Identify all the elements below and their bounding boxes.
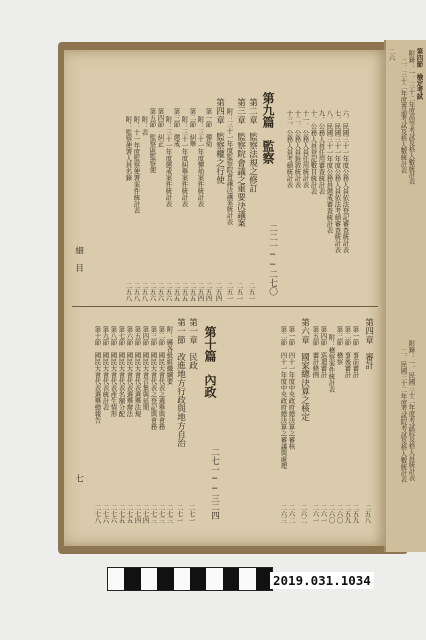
page-number: 二七八	[93, 504, 102, 524]
toc-entry: 十二．公務人員銓敘統計表	[293, 110, 302, 188]
toc-entry: 第五節 國民大會代表選舉法規	[133, 326, 142, 417]
page-number: 二七四	[133, 504, 142, 524]
folio-number: 七	[73, 474, 84, 483]
toc-entry: 第二章 監察法規之修訂	[247, 98, 258, 193]
right-page	[384, 40, 426, 552]
page-number: 二七三	[165, 504, 174, 524]
page-number: 二六一	[319, 504, 328, 524]
right-page-line: 二．民國三十二年度考試院考試及格人數統計表	[399, 348, 408, 483]
page-number: 二六二	[299, 504, 308, 524]
toc-entry: 附：三十一年度彈劾案件統計表	[196, 116, 205, 207]
toc-entry: 第五節 審計條例	[311, 326, 320, 378]
toc-entry: 第一節 彈劾	[204, 108, 213, 147]
toc-entry: 第九節 國民大會代表統計表	[101, 326, 110, 411]
page-number: 二六〇	[327, 504, 336, 524]
toc-entry: 第四章 監察權之行使	[214, 98, 225, 184]
page-number: 二五四	[214, 282, 223, 302]
toc-entry: 第三章 監察院會議之重要決議案	[235, 98, 246, 227]
color-scale-bar	[107, 567, 273, 591]
toc-entry: 第三節 稽察	[335, 326, 344, 365]
toc-entry: 第一章 民政	[187, 318, 198, 370]
toc-entry: 六．民國三十一年度公務人員依法登記審查統計表	[341, 110, 350, 253]
toc-entry: 附：十一年度監察使署案件統計表	[132, 116, 141, 214]
page-number: 二七六	[109, 504, 118, 524]
page-number: 二七三	[149, 504, 158, 524]
toc-entry: 十．公務人員登記數目統計表	[309, 110, 318, 195]
page-number: 二五八	[132, 282, 141, 302]
toc-entry: 附：稽察案件統計表	[327, 334, 336, 393]
page-number: 二五四	[196, 282, 205, 302]
left-page	[64, 50, 386, 546]
toc-entry: 第四節 糾正	[156, 108, 165, 147]
toc-entry: 十一．公務人員任用統計表	[301, 110, 310, 188]
toc-entry: 第七節 國民大會代表名額分配	[117, 326, 126, 417]
toc-entry: 第二節 國民大會代表之選舉與會務	[157, 326, 166, 430]
page-number: 二五一	[225, 282, 234, 302]
right-page-line: 附錄：一．三十二年度高等考試及格人數統計表	[407, 50, 416, 185]
page-number: 二六一	[311, 504, 320, 524]
toc-entry: 第四節 國民大會召集與延期	[141, 326, 150, 411]
toc-entry: 附：縣各級組織綱要	[165, 326, 174, 385]
section-range: 二二一──二七〇	[267, 224, 278, 296]
page-number: 二六二	[287, 504, 296, 524]
toc-entry: 附：表	[140, 116, 149, 136]
page-number: 二七五	[125, 504, 134, 524]
divider	[72, 306, 378, 307]
accession-number: 2019.031.1034	[270, 572, 374, 589]
toc-entry: 十三．公務人員考績統計表	[285, 110, 294, 188]
page-number: 二五八	[363, 504, 372, 524]
page-number: 二七一	[175, 504, 184, 524]
right-page-line: 二．三十二年度普通考試及格人數統計表	[399, 58, 408, 174]
page-number: 二五四	[204, 282, 213, 302]
toc-entry: 第十節 國民大會代表選舉總報告	[93, 326, 102, 424]
page-number: 二五五	[188, 282, 197, 302]
toc-entry: 第八節 國民大會代表產生情形	[109, 326, 118, 417]
page-number: 二五九	[343, 504, 352, 524]
toc-entry: 附：三十一年度監察院會議決議案統計表	[225, 108, 234, 225]
toc-entry: 附：監察使署人員名錄	[124, 116, 133, 181]
toc-entry: 八．民國三十一年度公務員懲戒審查統計表	[325, 110, 334, 234]
page-number: 二六三	[279, 504, 288, 524]
section-title: 第十篇 內政	[203, 326, 217, 398]
toc-entry: 第三節 懲戒	[172, 108, 181, 147]
toc-entry: 第四節 巡迴審計	[319, 326, 328, 378]
toc-entry: 第五節 監察區監察使	[148, 108, 157, 173]
right-page-header: 第四節 檢定考試	[415, 48, 424, 100]
page-number: 二七一	[187, 504, 196, 524]
running-header: 細 目	[73, 246, 84, 272]
page-number: 二五六	[156, 282, 165, 302]
page-number: 二五一	[235, 282, 244, 302]
page-number: 二五九	[351, 504, 360, 524]
toc-entry: 七．民國三十一年度公務人員依法考績審查統計表	[333, 110, 342, 253]
page-number: 二五八	[124, 282, 133, 302]
toc-entry: 附：三十一年度懲戒案件統計表	[164, 116, 173, 207]
page-number: 二五五	[172, 282, 181, 302]
page-number: 二五六	[164, 282, 173, 302]
toc-entry: 第六節 國民大會代表選舉辦法	[125, 326, 134, 417]
page-number: 二五一	[247, 282, 256, 302]
toc-entry: 第三節 國民大會代表之登記與會務	[149, 326, 158, 430]
page-number: 二七五	[117, 504, 126, 524]
section-title: 第九篇 監察	[261, 92, 275, 164]
toc-entry: 第一節 四十一年度中央政府總決算之審核	[287, 326, 296, 450]
page-number: 二五六	[148, 282, 157, 302]
toc-entry: 第二節 四十一年度中央政府總決算之審議與處理	[279, 326, 288, 469]
toc-entry: 第二節 事後審計	[343, 326, 352, 378]
toc-entry: 九．公務人員任用審查統計表	[317, 110, 326, 195]
page-number: 二六〇	[335, 504, 344, 524]
page-number: 二五八	[140, 282, 149, 302]
toc-entry: 第二節 糾舉	[188, 108, 197, 147]
toc-entry: 第六章 國家總決算之核定	[299, 318, 310, 422]
section-range: 二七一──三二四	[209, 448, 220, 520]
page-number: 二七六	[101, 504, 110, 524]
page-number: 二七三	[157, 504, 166, 524]
page-number: 二七四	[141, 504, 150, 524]
right-page-number: 二六	[387, 48, 396, 61]
page-number: 二五五	[180, 282, 189, 302]
right-page-line: 附錄：一．民國三十二年度考試院及格人員統計表	[407, 340, 416, 481]
toc-entry: 附：三十一年度糾舉案件統計表	[180, 116, 189, 207]
toc-entry: 第一節 改進地方行政與地方自治	[175, 318, 186, 447]
toc-entry: 第一節 事前審計	[351, 326, 360, 378]
toc-entry: 第四章 審計	[363, 318, 374, 370]
